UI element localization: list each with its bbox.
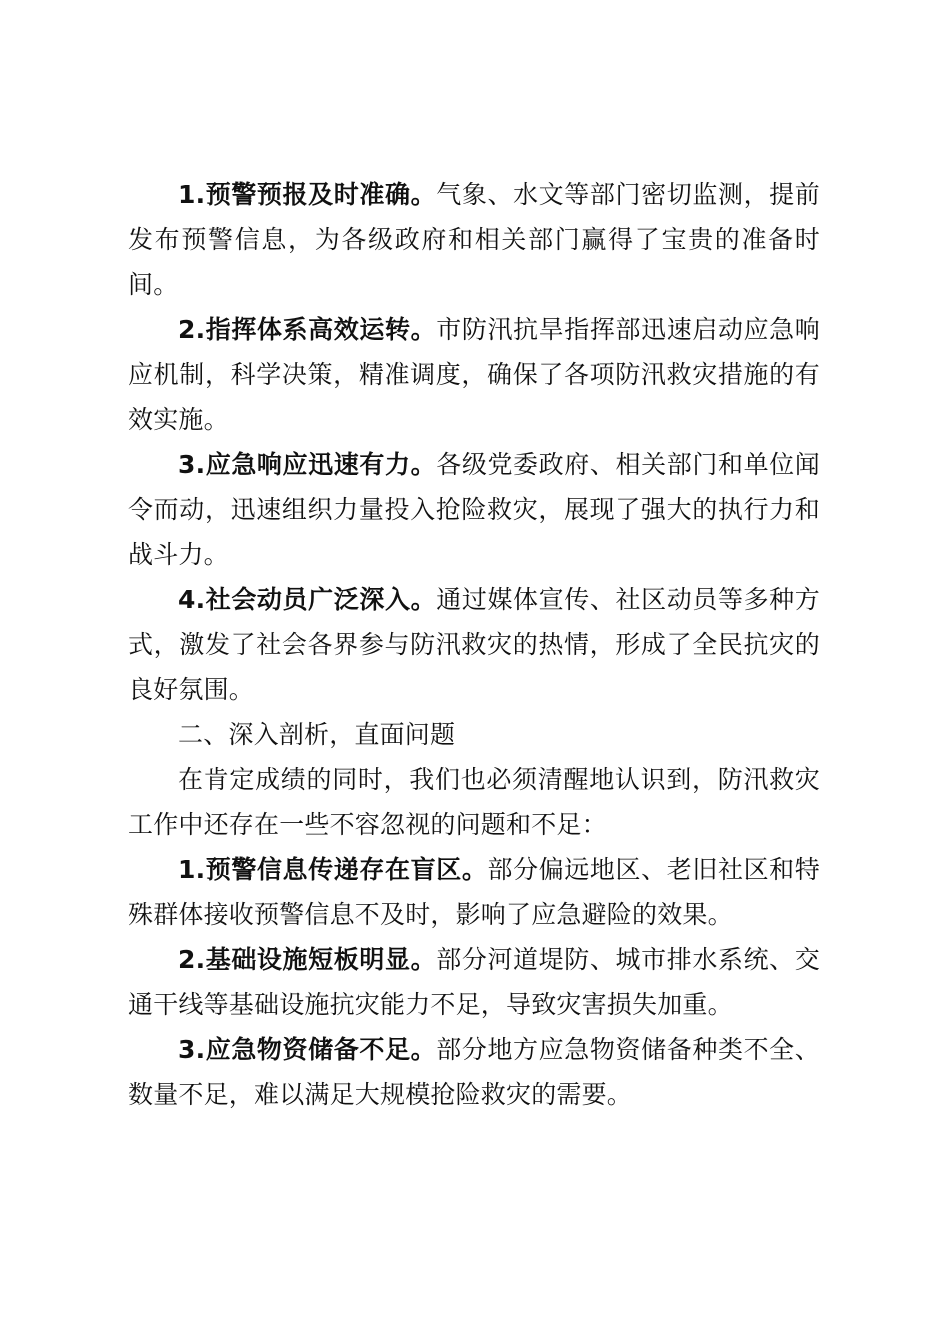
- paragraph-text: 部分河道堤防、城市排水系统、交通干线等基础设施抗灾能力不足，导致灾害损失加重。: [128, 945, 820, 1019]
- paragraph-intro: [128, 757, 820, 847]
- paragraph-lead: 1.预警信息传递存在盲区。: [178, 855, 488, 884]
- paragraph-lead: 2.指挥体系高效运转。: [178, 315, 437, 344]
- heading-text: 二、深入剖析，直面问题: [178, 720, 456, 749]
- paragraph-problem-3: [128, 1027, 820, 1117]
- paragraph-text: 市防汛抗旱指挥部迅速启动应急响应机制，科学决策，精准调度，确保了各项防汛救灾措施的有效实施。: [128, 315, 820, 434]
- paragraph-problem-2: [128, 937, 820, 1027]
- paragraph-2: [128, 307, 820, 442]
- paragraph-lead: 3.应急响应迅速有力。: [178, 450, 437, 479]
- section-heading: [128, 712, 820, 757]
- paragraph-4: [128, 577, 820, 712]
- paragraph-text: 通过媒体宣传、社区动员等多种方式，激发了社会各界参与防汛救灾的热情，形成了全民抗灾的良好氛围。: [128, 585, 820, 704]
- paragraph-1: [128, 172, 820, 307]
- paragraph-text: 在肯定成绩的同时，我们也必须清醒地认识到，防汛救灾工作中还存在一些不容忽视的问题和不足：: [128, 765, 820, 839]
- paragraph-text: 部分地方应急物资储备种类不全、数量不足，难以满足大规模抢险救灾的需要。: [128, 1035, 820, 1109]
- paragraph-text: 各级党委政府、相关部门和单位闻令而动，迅速组织力量投入抢险救灾，展现了强大的执行力和战斗力。: [128, 450, 820, 569]
- document-body: [128, 172, 820, 1117]
- paragraph-lead: 4.社会动员广泛深入。: [178, 585, 437, 614]
- paragraph-lead: 2.基础设施短板明显。: [178, 945, 437, 974]
- paragraph-text: 部分偏远地区、老旧社区和特殊群体接收预警信息不及时，影响了应急避险的效果。: [128, 855, 820, 929]
- paragraph-text: 气象、水文等部门密切监测，提前发布预警信息，为各级政府和相关部门赢得了宝贵的准备时间。: [128, 180, 820, 299]
- paragraph-lead: 3.应急物资储备不足。: [178, 1035, 437, 1064]
- paragraph-problem-1: [128, 847, 820, 937]
- paragraph-lead: 1.预警预报及时准确。: [178, 180, 437, 209]
- paragraph-3: [128, 442, 820, 577]
